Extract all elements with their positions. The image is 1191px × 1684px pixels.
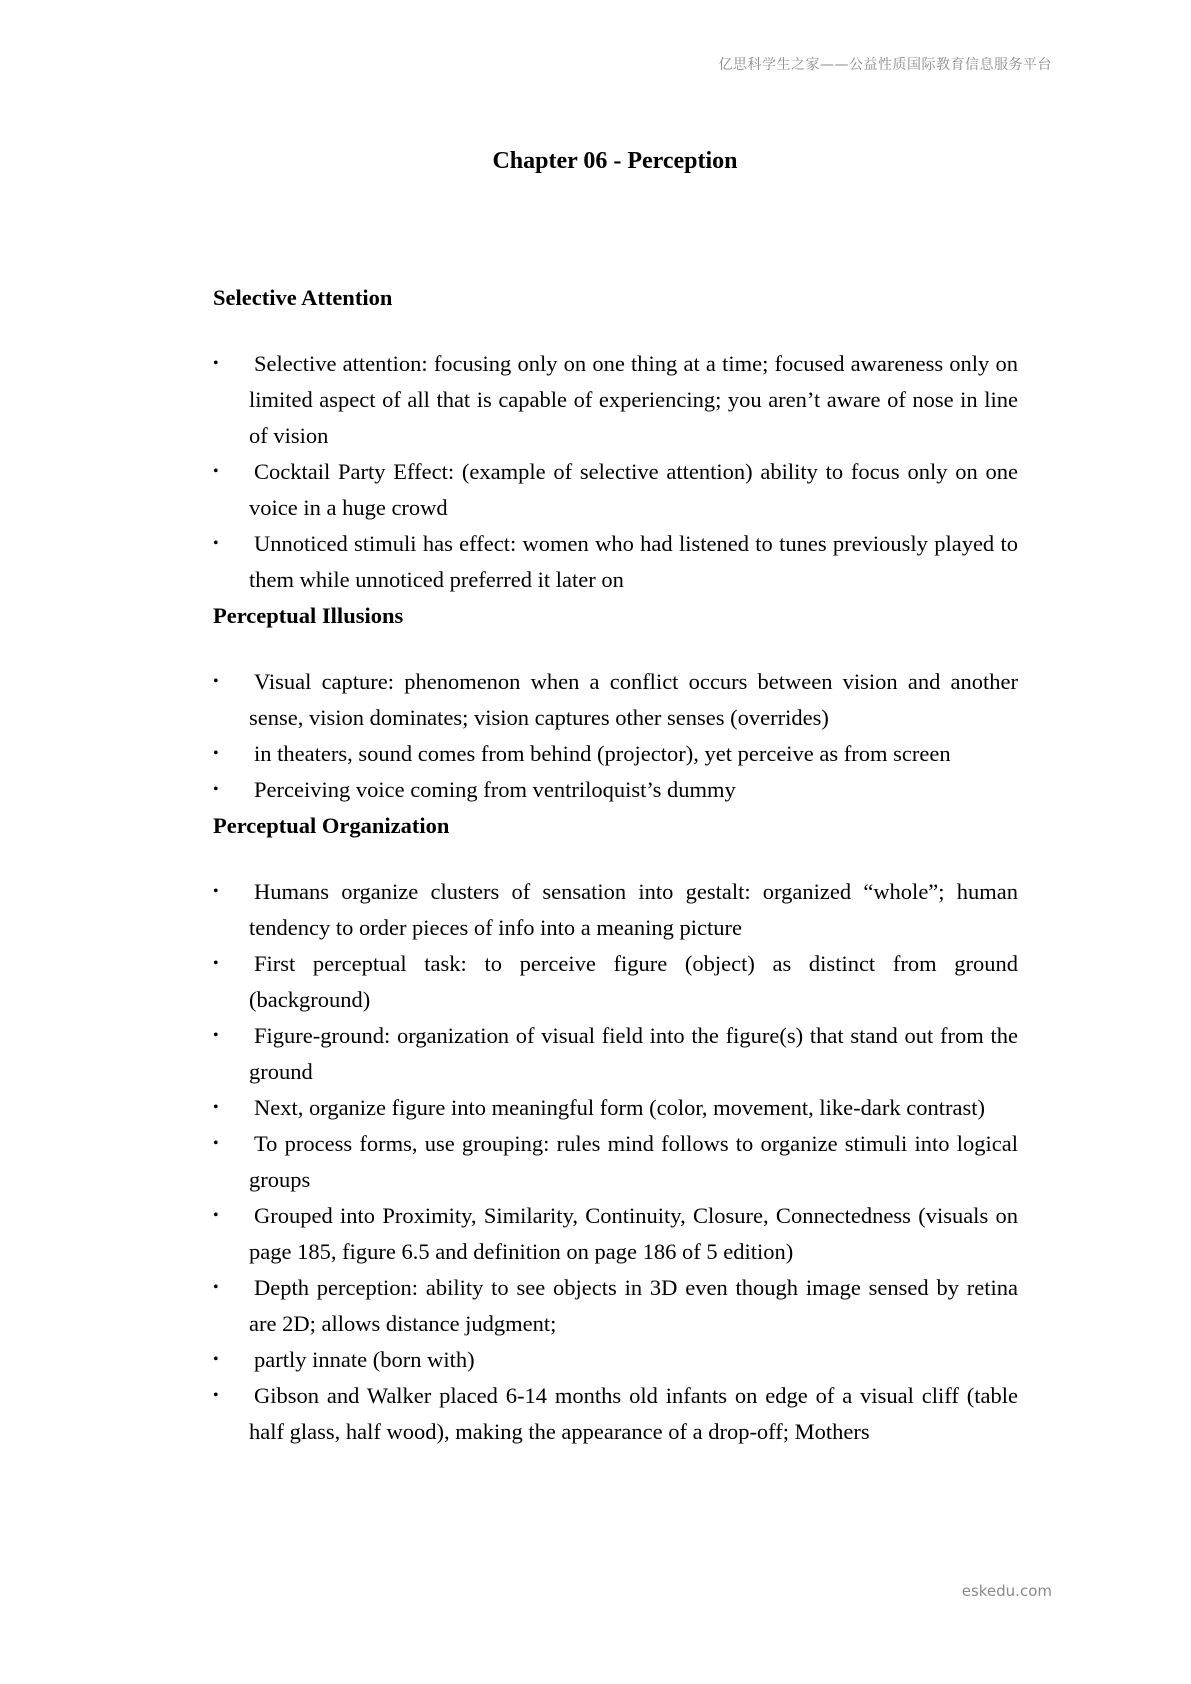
bullet-icon: • [213,955,219,972]
list-item-text: Figure-ground: organization of visual field into the figure(s) that stand out from the ground [249,1023,1018,1084]
list-item [213,1378,1018,1450]
list-item-text: Cocktail Party Effect: (example of selective attention) ability to focus only on one voice in a huge crowd [249,459,1018,520]
list-item-text: Unnoticed stimuli has effect: women who had listened to tunes previously played to them while unnoticed preferred it later on [249,531,1018,592]
list-item [213,1198,1018,1270]
footer-site-name: eskedu.com [961,1582,1052,1600]
section-selective-attention [213,280,1018,598]
section-perceptual-organization [213,808,1018,1450]
list-item [213,874,1018,946]
document-body [213,280,1018,1450]
bullet-icon: • [213,781,219,798]
list-item-text: To process forms, use grouping: rules mind follows to organize stimuli into logical groups [249,1131,1018,1192]
list-item-text: in theaters, sound comes from behind (projector), yet perceive as from screen [254,741,951,766]
page-title: Chapter 06 - Perception [492,148,738,174]
list-item [213,1126,1018,1198]
bullet-icon: • [213,1099,219,1116]
list-item [213,1018,1018,1090]
list-item [213,1342,1018,1378]
list-item [213,946,1018,1018]
list-item [213,454,1018,526]
bullet-icon: • [213,673,219,690]
bullet-icon: • [213,355,219,372]
bullet-icon: • [213,1027,219,1044]
list-item-text: Visual capture: phenomenon when a conflict occurs between vision and another sense, vision dominates; vision captures other senses (overrides) [249,669,1018,730]
list-item [213,736,1018,772]
list-item-text: Depth perception: ability to see objects in 3D even though image sensed by retina are 2D; allows distance judgment; [249,1275,1018,1336]
list-item-text: Gibson and Walker placed 6-14 months old infants on edge of a visual cliff (table half glass, half wood), making the appearance of a drop-off; Mothers [249,1383,1018,1444]
bullet-icon: • [213,1207,219,1224]
list-item-text: First perceptual task: to perceive figure (object) as distinct from ground (background) [249,951,1018,1012]
list-item [213,772,1018,808]
bullet-icon: • [213,745,219,762]
section-heading: Perceptual Organization [213,813,450,838]
bullet-list [213,874,1018,1450]
list-item [213,526,1018,598]
list-item-text: Grouped into Proximity, Similarity, Continuity, Closure, Connectedness (visuals on page 185, figure 6.5 and definition on page 186 of 5 edition) [249,1203,1018,1264]
section-heading: Perceptual Illusions [213,603,404,628]
bullet-icon: • [213,1387,219,1404]
list-item-text: partly innate (born with) [254,1347,475,1372]
bullet-list [213,346,1018,598]
list-item [213,664,1018,736]
bullet-icon: • [213,1135,219,1152]
header-site-note: 亿思科学生之家——公益性质国际教育信息服务平台 [718,57,1052,73]
list-item-text: Humans organize clusters of sensation into gestalt: organized “whole”; human tendency to order pieces of info into a meaning picture [249,879,1018,940]
bullet-icon: • [213,535,219,552]
list-item-text: Perceiving voice coming from ventriloquist’s dummy [254,777,736,802]
bullet-list [213,664,1018,808]
section-perceptual-illusions [213,598,1018,808]
bullet-icon: • [213,1279,219,1296]
bullet-icon: • [213,1351,219,1368]
list-item [213,1270,1018,1342]
section-heading: Selective Attention [213,285,393,310]
bullet-icon: • [213,883,219,900]
list-item-text: Next, organize figure into meaningful form (color, movement, like-dark contrast) [254,1095,985,1120]
list-item [213,1090,1018,1126]
list-item-text: Selective attention: focusing only on one thing at a time; focused awareness only on limited aspect of all that is capable of experiencing; you aren’t aware of nose in line of vision [249,351,1018,448]
bullet-icon: • [213,463,219,480]
list-item [213,346,1018,454]
